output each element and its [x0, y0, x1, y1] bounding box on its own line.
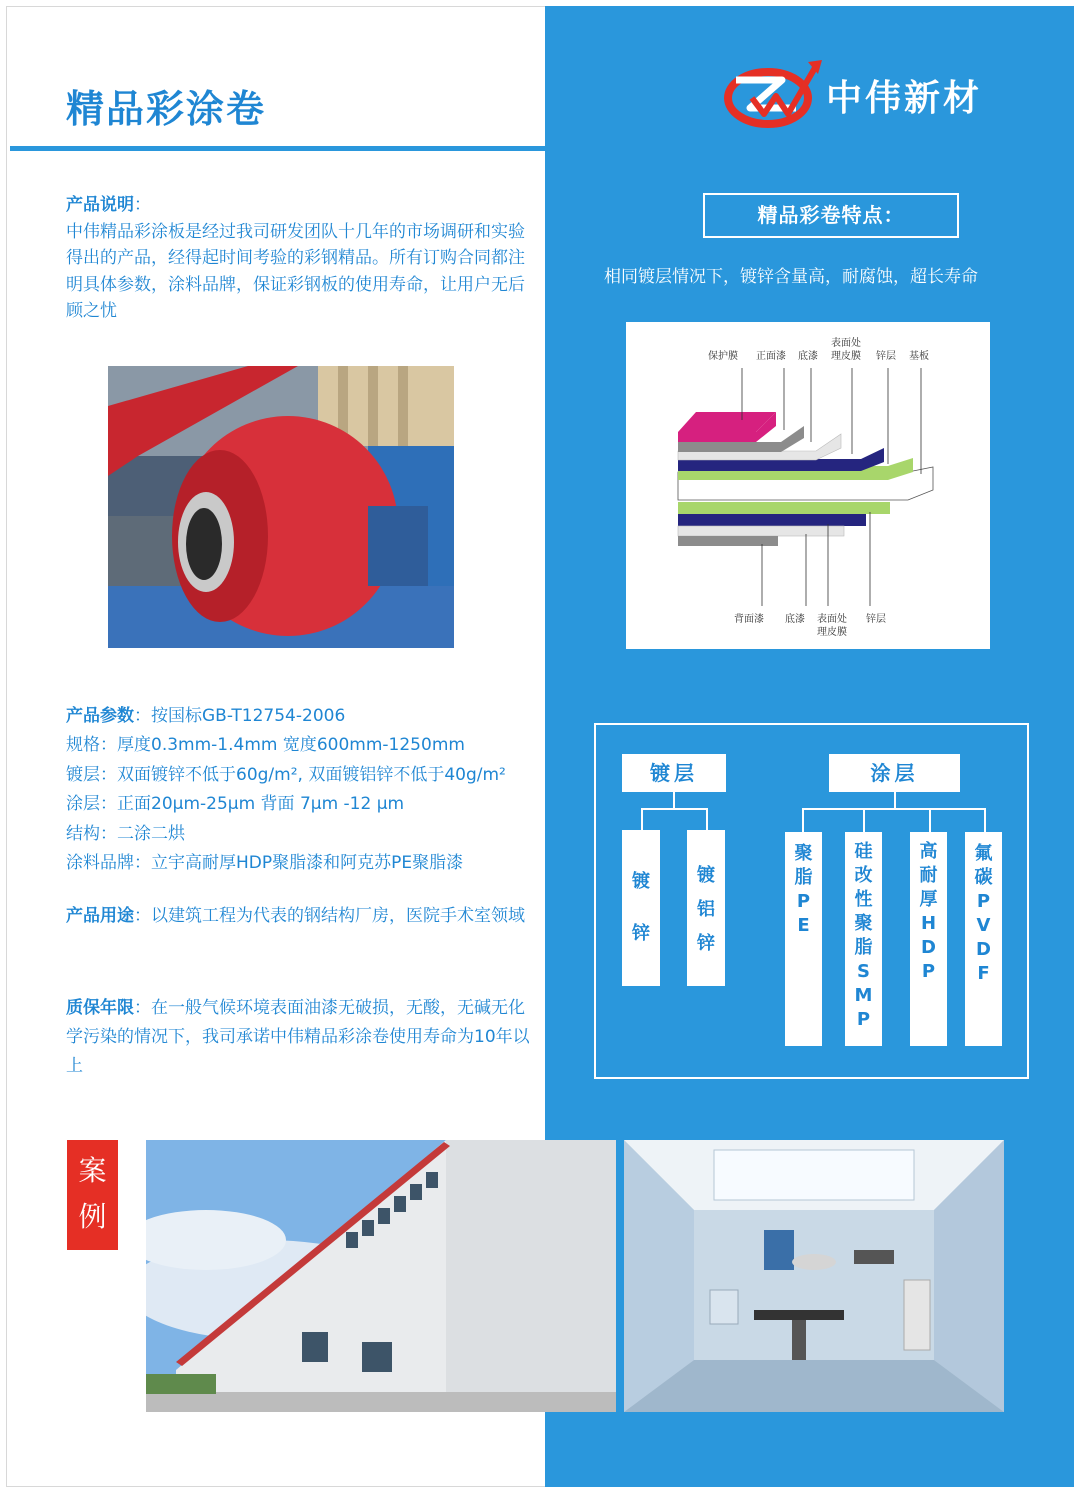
- tree-line: [706, 808, 708, 830]
- params-standard: ：按国标GB-T12754-2006: [134, 706, 346, 726]
- description-sep: ：: [134, 195, 151, 215]
- zw-swoosh-logo-icon: [722, 58, 826, 132]
- warranty-body: ：在一般气候环境表面油漆无破损，无酸，无碱无化学污染的情况下，我司承诺中伟精品彩涂卷使用寿命为10年以上: [66, 998, 530, 1076]
- col-char: 锌: [632, 923, 650, 944]
- plating-header: 镀层: [622, 754, 726, 792]
- tree-line: [894, 792, 896, 808]
- param-line: 涂层：正面20μm-25μm 背面 7μm -12 μm: [66, 794, 405, 815]
- features-title: 精品彩卷特点：: [703, 193, 959, 238]
- col-char: 镀: [697, 865, 715, 886]
- col-char: 改: [854, 865, 873, 886]
- tree-line: [673, 792, 675, 808]
- tree-line: [802, 808, 986, 810]
- tree-line: [802, 808, 804, 832]
- tree-line: [641, 808, 708, 810]
- col-char: 碳: [974, 867, 993, 888]
- operating-room-photo: [624, 1140, 1004, 1412]
- col-char: 脂: [794, 867, 813, 888]
- col-char: E: [797, 915, 810, 936]
- col-char: 脂: [854, 937, 873, 958]
- col-char: 镀: [632, 871, 650, 892]
- description-body: 中伟精品彩涂板是经过我司研发团队十几年的市场调研和实验得出的产品，经得起时间考验的彩钢精品。所有订购合同都注明具体参数，涂料品牌，保证彩钢板的使用寿命，让用户无后顾之忧: [66, 221, 525, 321]
- tree-line: [641, 808, 643, 830]
- param-line: 规格：厚度0.3mm-1.4mm 宽度600mm-1250mm: [66, 735, 465, 756]
- param-line: 涂料品牌：立宇高耐厚HDP聚脂漆和阿克苏PE聚脂漆: [66, 852, 464, 873]
- param-line: 结构：二涂二烘: [66, 823, 185, 844]
- params-label: 产品参数: [66, 706, 134, 726]
- col-char: 耐: [919, 865, 938, 886]
- col-char: H: [920, 913, 937, 934]
- col-char: 氟: [974, 843, 993, 864]
- col-char: P: [796, 891, 811, 912]
- label-substrate: 基板: [909, 351, 929, 362]
- usage-body: ：以建筑工程为代表的钢结构厂房，医院手术室领域: [134, 906, 525, 926]
- tree-line: [984, 808, 986, 832]
- coil-photo: [108, 366, 454, 648]
- col-char: 性: [854, 889, 873, 910]
- description-label: 产品说明: [66, 195, 134, 215]
- label-zinc: 锌层: [876, 351, 896, 362]
- product-warranty: [66, 994, 536, 1081]
- param-line: 镀层：双面镀锌不低于60g/m², 双面镀铝锌不低于40g/m²: [66, 764, 506, 785]
- case-label: [67, 1140, 118, 1250]
- layer-stack: [678, 412, 933, 546]
- label-bottom-primer: 底漆: [785, 614, 805, 625]
- warranty-label: 质保年限: [66, 998, 134, 1018]
- product-usage: [66, 904, 536, 929]
- label-bottom-treatment-2: 理皮膜: [817, 627, 847, 638]
- col-char: P: [921, 961, 936, 982]
- col-char: 厚: [919, 889, 938, 910]
- col-char: V: [976, 915, 991, 936]
- product-description: [66, 192, 526, 325]
- brand-name: 中伟新材: [826, 78, 983, 119]
- label-primer: 底漆: [798, 351, 818, 362]
- col-char: P: [856, 1009, 871, 1030]
- page-title: 精品彩涂卷: [66, 87, 267, 131]
- col-char: D: [921, 937, 936, 958]
- coating-header: 涂层: [829, 754, 960, 792]
- coating-layer-diagram: [626, 322, 990, 649]
- label-protective-film: 保护膜: [708, 351, 738, 362]
- label-bottom-treatment-1: 表面处: [817, 614, 847, 625]
- col-char: S: [857, 961, 870, 982]
- product-parameters: [66, 702, 542, 878]
- coating-col-pe: [785, 832, 822, 1046]
- col-char: 硅: [854, 841, 873, 862]
- col-char: P: [976, 891, 991, 912]
- col-char: 锌: [697, 933, 715, 954]
- plating-col-zinc: [622, 830, 660, 986]
- label-treatment-1: 表面处: [831, 338, 861, 349]
- factory-photo: [146, 1140, 616, 1412]
- case-char: 案: [78, 1154, 107, 1187]
- case-char: 例: [78, 1200, 107, 1233]
- label-back-paint: 背面漆: [734, 614, 764, 625]
- col-char: M: [854, 985, 873, 1006]
- plating-col-alzinc: [687, 830, 725, 986]
- label-front-paint: 正面漆: [756, 351, 786, 362]
- coating-structure-tree: [594, 723, 1029, 1079]
- coating-col-smp: [845, 832, 882, 1046]
- tree-line: [863, 808, 865, 832]
- col-char: 聚: [854, 913, 873, 934]
- col-char: 聚: [794, 843, 813, 864]
- params-first-line: [66, 702, 542, 731]
- brand-logo: [722, 58, 1012, 132]
- coating-col-hdp: [910, 832, 947, 1046]
- coating-col-pvdf: [965, 832, 1002, 1046]
- features-description: 相同镀层情况下，镀锌含量高，耐腐蚀，超长寿命: [604, 267, 978, 287]
- col-char: F: [977, 963, 990, 984]
- col-char: 高: [919, 841, 938, 862]
- header-divider: [10, 146, 545, 151]
- col-char: D: [976, 939, 991, 960]
- label-bottom-zinc: 锌层: [866, 614, 886, 625]
- tree-line: [929, 808, 931, 832]
- label-treatment-2: 理皮膜: [831, 351, 861, 362]
- usage-label: 产品用途: [66, 906, 134, 926]
- col-char: 铝: [697, 899, 715, 920]
